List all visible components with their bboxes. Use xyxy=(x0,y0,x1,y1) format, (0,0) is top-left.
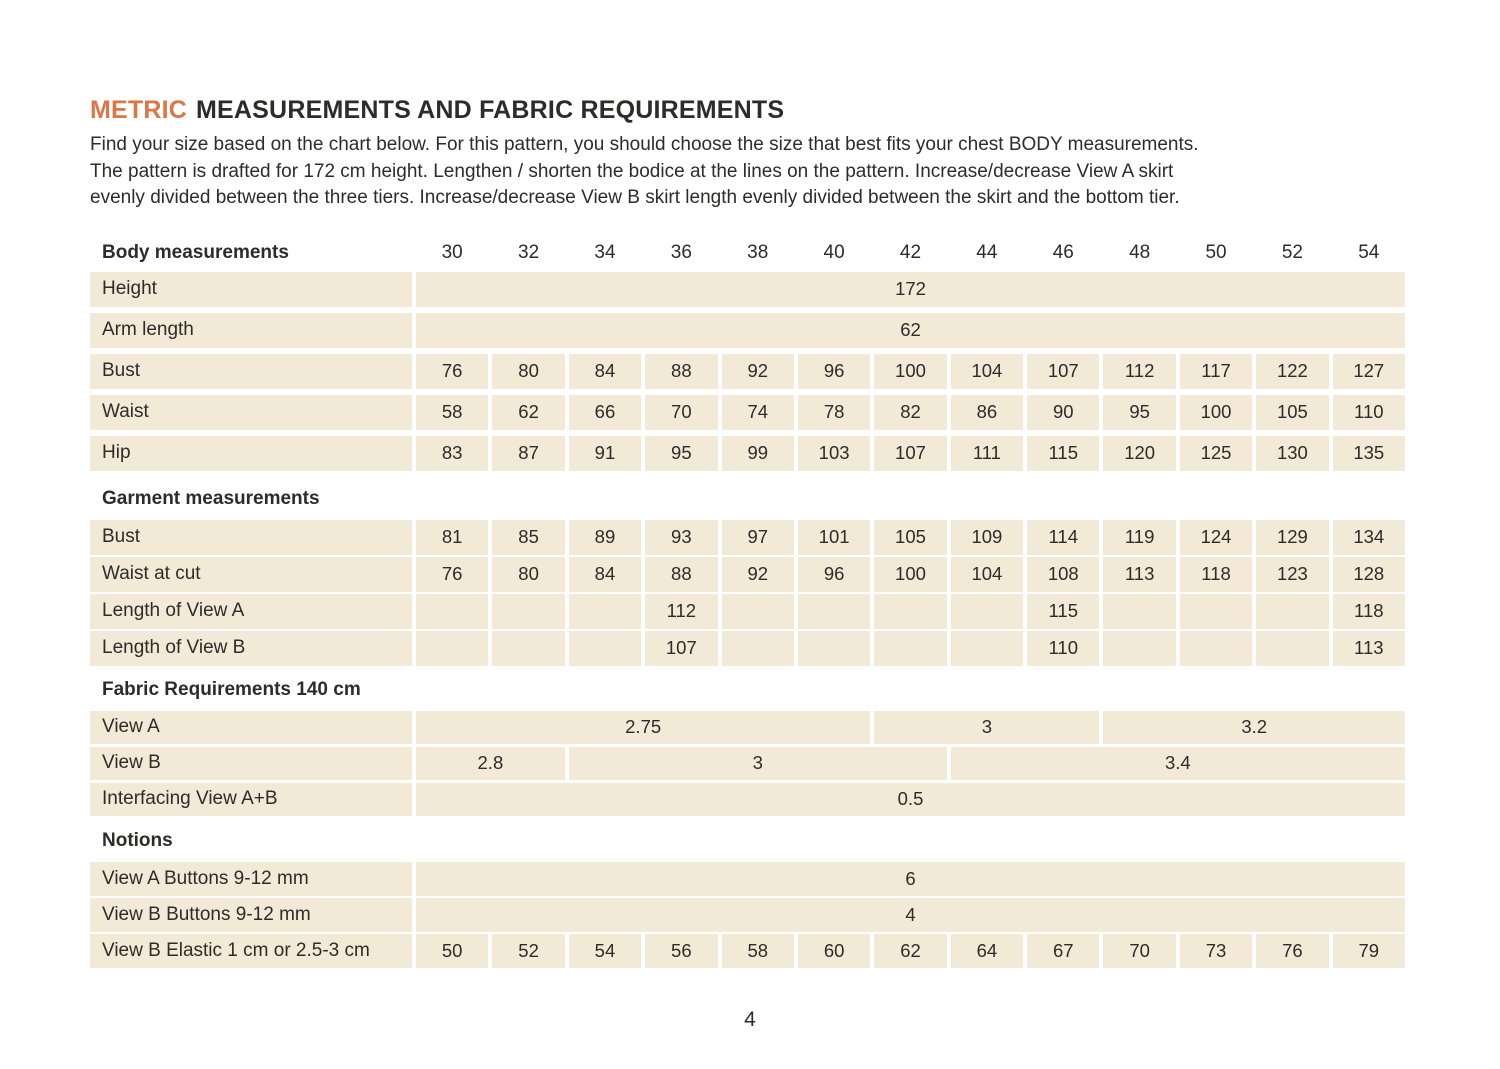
row-label: Hip xyxy=(90,436,412,471)
size-column-header-38: 38 xyxy=(747,241,769,263)
value-cell: 103 xyxy=(798,436,870,471)
value-cell: 56 xyxy=(645,934,717,968)
row-label: Arm length xyxy=(90,313,412,348)
size-column-header-54: 54 xyxy=(1358,241,1380,263)
value-cell: 134 xyxy=(1333,520,1405,555)
value-cell: 99 xyxy=(722,436,794,471)
value-cell: 54 xyxy=(569,934,641,968)
value-cell xyxy=(416,631,488,666)
value-cell: 60 xyxy=(798,934,870,968)
value-cell xyxy=(798,631,870,666)
title-accent: METRIC xyxy=(90,96,188,124)
value-cell: 112 xyxy=(645,594,717,629)
section-body xyxy=(90,272,1405,471)
page-number: 4 xyxy=(744,1008,756,1031)
value-cell: 67 xyxy=(1027,934,1099,968)
value-cell: 107 xyxy=(1027,354,1099,389)
table-row-length-of-view-b xyxy=(90,631,1405,666)
page-title xyxy=(90,96,1407,125)
value-cell: 6 xyxy=(416,862,1405,896)
value-cell: 89 xyxy=(569,520,641,555)
value-cell: 2.75 xyxy=(416,711,870,744)
section-garment xyxy=(90,477,1405,666)
value-cell xyxy=(798,594,870,629)
section-fabric xyxy=(90,668,1405,816)
value-cell: 96 xyxy=(798,557,870,592)
value-cell: 108 xyxy=(1027,557,1099,592)
value-cell: 104 xyxy=(951,557,1023,592)
value-cell: 88 xyxy=(645,557,717,592)
size-column-header-36: 36 xyxy=(670,241,692,263)
size-column-header-30: 30 xyxy=(441,241,463,263)
value-cell: 85 xyxy=(492,520,564,555)
value-cell: 70 xyxy=(1103,934,1175,968)
size-column-header-40: 40 xyxy=(823,241,845,263)
table-row-view-a-buttons-9-12-mm xyxy=(90,862,1405,896)
value-cell xyxy=(722,594,794,629)
table-row-bust xyxy=(90,520,1405,555)
row-label: Waist at cut xyxy=(90,557,412,592)
value-cell: 109 xyxy=(951,520,1023,555)
value-cell: 84 xyxy=(569,557,641,592)
value-cell xyxy=(951,631,1023,666)
table-row-interfacing-view-a-b xyxy=(90,783,1405,816)
intro-line-1: Find your size based on the chart below. For this pattern, you should choose the size that best fits your chest BODY measurements. xyxy=(90,134,1199,155)
value-cell: 130 xyxy=(1256,436,1328,471)
section-header-fabric-requirements-140-cm: Fabric Requirements 140 cm xyxy=(102,678,361,700)
value-cell: 76 xyxy=(416,557,488,592)
value-cell: 87 xyxy=(492,436,564,471)
table-row-waist xyxy=(90,395,1405,430)
size-column-header-42: 42 xyxy=(899,241,922,263)
value-cell: 81 xyxy=(416,520,488,555)
value-cell: 79 xyxy=(1333,934,1405,968)
value-cell: 111 xyxy=(951,436,1023,471)
value-cell: 120 xyxy=(1103,436,1175,471)
size-column-header-50: 50 xyxy=(1205,241,1227,263)
value-cell: 73 xyxy=(1180,934,1252,968)
value-cell: 80 xyxy=(492,557,564,592)
value-cell xyxy=(1180,631,1252,666)
value-cell xyxy=(1256,631,1328,666)
table-row-height xyxy=(90,272,1405,307)
table-row-waist-at-cut xyxy=(90,557,1405,592)
value-cell: 80 xyxy=(492,354,564,389)
value-cell: 118 xyxy=(1180,557,1252,592)
row-label: Height xyxy=(90,272,412,307)
value-cell: 93 xyxy=(645,520,717,555)
row-label: Bust xyxy=(90,354,412,389)
row-label: View B xyxy=(90,747,412,780)
value-cell: 74 xyxy=(722,395,794,430)
value-cell: 112 xyxy=(1103,354,1175,389)
value-cell: 124 xyxy=(1180,520,1252,555)
value-cell: 64 xyxy=(951,934,1023,968)
row-label: Length of View A xyxy=(90,594,412,629)
value-cell xyxy=(722,631,794,666)
value-cell: 86 xyxy=(951,395,1023,430)
intro-line-2: The pattern is drafted for 172 cm height. Lengthen / shorten the bodice at the lines on the pattern. Increase/decrease View A skirt xyxy=(90,160,1174,182)
value-cell: 119 xyxy=(1103,520,1175,555)
value-cell: 110 xyxy=(1027,631,1099,666)
value-cell: 2.8 xyxy=(416,747,565,780)
value-cell xyxy=(1103,594,1175,629)
row-label: Bust xyxy=(90,520,412,555)
table-row-view-b-buttons-9-12-mm xyxy=(90,898,1405,932)
value-cell: 172 xyxy=(416,272,1405,307)
value-cell: 3 xyxy=(874,711,1099,744)
value-cell: 78 xyxy=(798,395,870,430)
value-cell: 66 xyxy=(569,395,641,430)
table-row-view-a xyxy=(90,711,1405,744)
size-column-header-32: 32 xyxy=(518,241,540,263)
value-cell xyxy=(951,594,1023,629)
value-cell: 82 xyxy=(874,395,946,430)
value-cell: 107 xyxy=(645,631,717,666)
value-cell: 58 xyxy=(416,395,488,430)
value-cell xyxy=(492,631,564,666)
value-cell: 62 xyxy=(492,395,564,430)
value-cell: 100 xyxy=(874,354,946,389)
row-label: View A xyxy=(90,711,412,744)
table-row-bust xyxy=(90,354,1405,389)
value-cell: 76 xyxy=(1256,934,1328,968)
value-cell: 97 xyxy=(722,520,794,555)
value-cell: 100 xyxy=(1180,395,1252,430)
value-cell: 92 xyxy=(722,557,794,592)
value-cell xyxy=(1180,594,1252,629)
table-row-view-b-elastic-1-cm-or-2-5-3-cm xyxy=(90,934,1405,968)
value-cell: 113 xyxy=(1103,557,1175,592)
value-cell: 88 xyxy=(645,354,717,389)
row-label: View B Buttons 9-12 mm xyxy=(90,898,412,932)
value-cell: 114 xyxy=(1027,520,1099,555)
size-column-header-46: 46 xyxy=(1052,241,1074,263)
row-label: View A Buttons 9-12 mm xyxy=(90,862,412,896)
value-cell xyxy=(492,594,564,629)
value-cell: 4 xyxy=(416,898,1405,932)
value-cell: 52 xyxy=(492,934,564,968)
value-cell: 0.5 xyxy=(416,783,1405,816)
row-label: Length of View B xyxy=(90,631,412,666)
value-cell: 62 xyxy=(874,934,946,968)
row-label: Waist xyxy=(90,395,412,430)
value-cell: 3 xyxy=(569,747,947,780)
value-cell: 104 xyxy=(951,354,1023,389)
value-cell: 90 xyxy=(1027,395,1099,430)
value-cell: 115 xyxy=(1027,436,1099,471)
table-header-label: Body measurements xyxy=(102,241,289,263)
value-cell: 122 xyxy=(1256,354,1328,389)
size-column-header-44: 44 xyxy=(976,241,998,263)
value-cell: 96 xyxy=(798,354,870,389)
table-row-hip xyxy=(90,436,1405,471)
section-notions xyxy=(90,819,1405,968)
value-cell: 105 xyxy=(874,520,946,555)
intro-line-3: evenly divided between the three tiers. Increase/decrease View B skirt length evenly divided between the skirt and the bottom tier. xyxy=(90,187,1180,208)
intro-paragraph xyxy=(90,132,1407,212)
value-cell: 62 xyxy=(416,313,1405,348)
value-cell: 70 xyxy=(645,395,717,430)
value-cell: 95 xyxy=(1103,395,1175,430)
value-cell xyxy=(1103,631,1175,666)
value-cell: 110 xyxy=(1333,395,1405,430)
value-cell: 91 xyxy=(569,436,641,471)
size-column-header-52: 52 xyxy=(1281,241,1303,263)
value-cell: 123 xyxy=(1256,557,1328,592)
row-label: View B Elastic 1 cm or 2.5-3 cm xyxy=(90,934,412,968)
table-row-length-of-view-a xyxy=(90,594,1405,629)
value-cell: 50 xyxy=(416,934,488,968)
value-cell xyxy=(416,594,488,629)
value-cell: 101 xyxy=(798,520,870,555)
value-cell: 95 xyxy=(645,436,717,471)
value-cell xyxy=(874,594,946,629)
value-cell: 135 xyxy=(1333,436,1405,471)
value-cell: 3.4 xyxy=(951,747,1405,780)
value-cell: 129 xyxy=(1256,520,1328,555)
value-cell xyxy=(569,594,641,629)
value-cell: 3.2 xyxy=(1103,711,1405,744)
measurement-table xyxy=(90,235,1405,968)
value-cell: 115 xyxy=(1027,594,1099,629)
value-cell: 83 xyxy=(416,436,488,471)
value-cell xyxy=(569,631,641,666)
value-cell: 107 xyxy=(874,436,946,471)
value-cell: 118 xyxy=(1333,594,1405,629)
value-cell: 113 xyxy=(1333,631,1405,666)
value-cell: 76 xyxy=(416,354,488,389)
title-rest: MEASUREMENTS AND FABRIC REQUIREMENTS xyxy=(196,96,785,124)
value-cell: 84 xyxy=(569,354,641,389)
table-header-row xyxy=(90,235,1405,271)
value-cell: 128 xyxy=(1333,557,1405,592)
value-cell: 125 xyxy=(1180,436,1252,471)
section-header-garment-measurements: Garment measurements xyxy=(102,487,320,509)
value-cell xyxy=(874,631,946,666)
value-cell: 100 xyxy=(874,557,946,592)
value-cell: 117 xyxy=(1180,354,1252,389)
value-cell: 92 xyxy=(722,354,794,389)
section-header-notions: Notions xyxy=(102,829,173,851)
table-row-arm-length xyxy=(90,313,1405,348)
value-cell: 105 xyxy=(1256,395,1328,430)
value-cell xyxy=(1256,594,1328,629)
size-column-header-48: 48 xyxy=(1129,241,1151,263)
value-cell: 127 xyxy=(1333,354,1405,389)
table-row-view-b xyxy=(90,747,1405,780)
row-label: Interfacing View A+B xyxy=(90,783,412,816)
size-column-header-34: 34 xyxy=(594,241,616,263)
value-cell: 58 xyxy=(722,934,794,968)
